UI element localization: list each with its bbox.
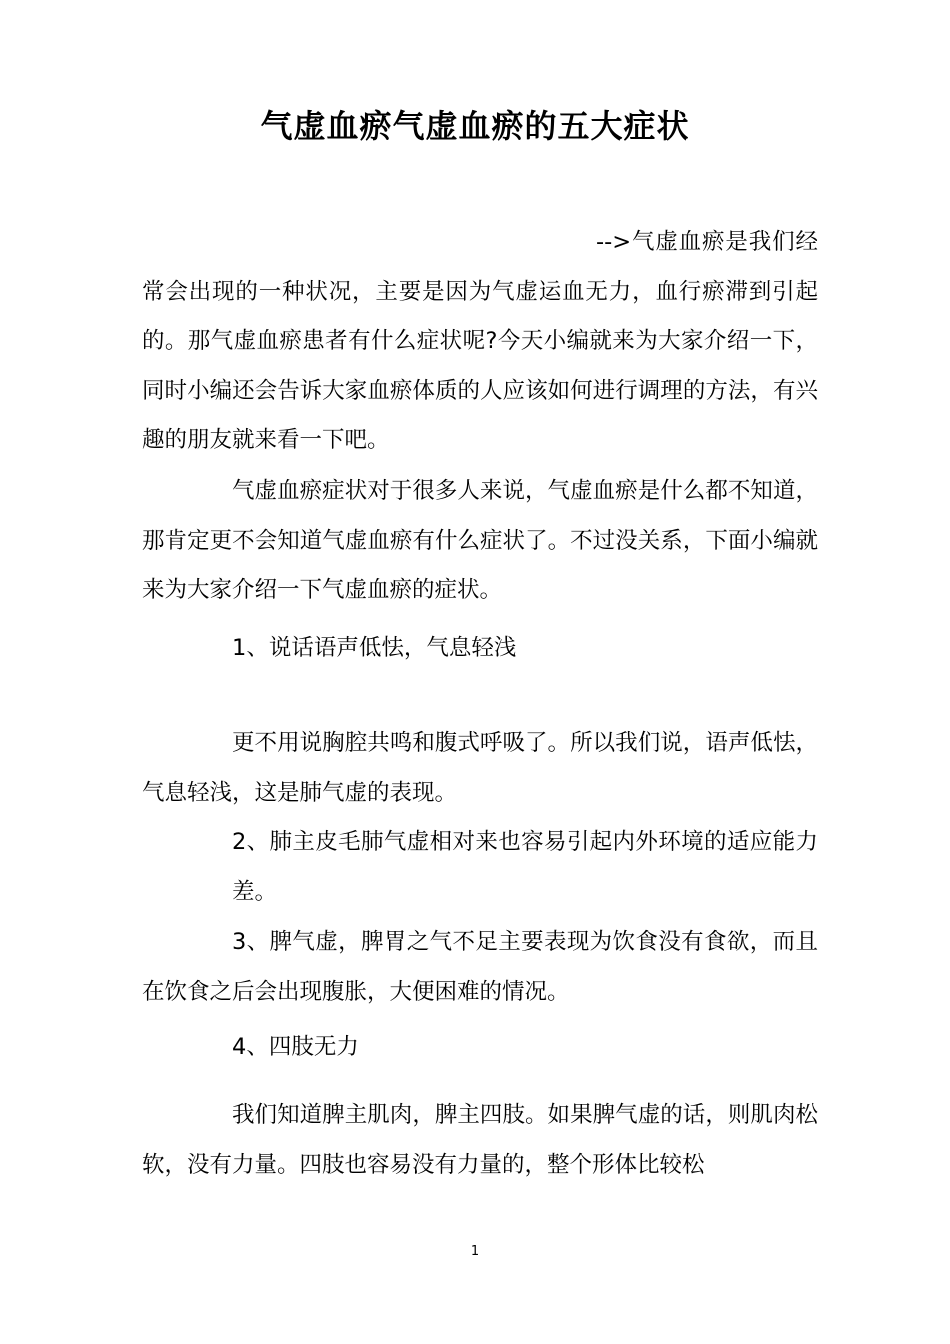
paragraph-symptom-1-detail: 更不用说胸腔共鸣和腹式呼吸了。所以我们说，语声低怯，气息轻浅，这是肺气虚的表现。	[142, 730, 818, 806]
paragraph-symptom-3: 3、脾气虚，脾胃之气不足主要表现为饮食没有食欲，而且在饮食之后会出现腹胀，大便困难的情况。	[142, 929, 818, 1005]
document-title: 气虚血瘀气虚血瘀的五大症状	[260, 107, 690, 145]
paragraph-intro: -->气虚血瘀是我们经常会出现的一种状况，主要是因为气虚运血无力，血行瘀滞到引起的。那气虚血瘀患者有什么症状呢?今天小编就来为大家介绍一下，同时小编还会告诉大家血瘀体质的人应该如何进行调理的方法，有兴趣的朋友就来看一下吧。	[142, 229, 818, 453]
heading-symptom-4: 4、四肢无力	[232, 1034, 359, 1060]
paragraph-symptom-2: 2、肺主皮毛肺气虚相对来也容易引起内外环境的适应能力差。	[232, 829, 818, 905]
page-number: 1	[470, 1244, 480, 1259]
heading-symptom-1: 1、说话语声低怯，气息轻浅	[232, 635, 517, 661]
paragraph-symptom-4-detail: 我们知道脾主肌肉，脾主四肢。如果脾气虚的话，则肌肉松软，没有力量。四肢也容易没有力量的，整个形体比较松	[142, 1102, 818, 1178]
paragraph-overview: 气虚血瘀症状对于很多人来说，气虚血瘀是什么都不知道，那肯定更不会知道气虚血瘀有什么症状了。不过没关系，下面小编就来为大家介绍一下气虚血瘀的症状。	[142, 478, 818, 603]
